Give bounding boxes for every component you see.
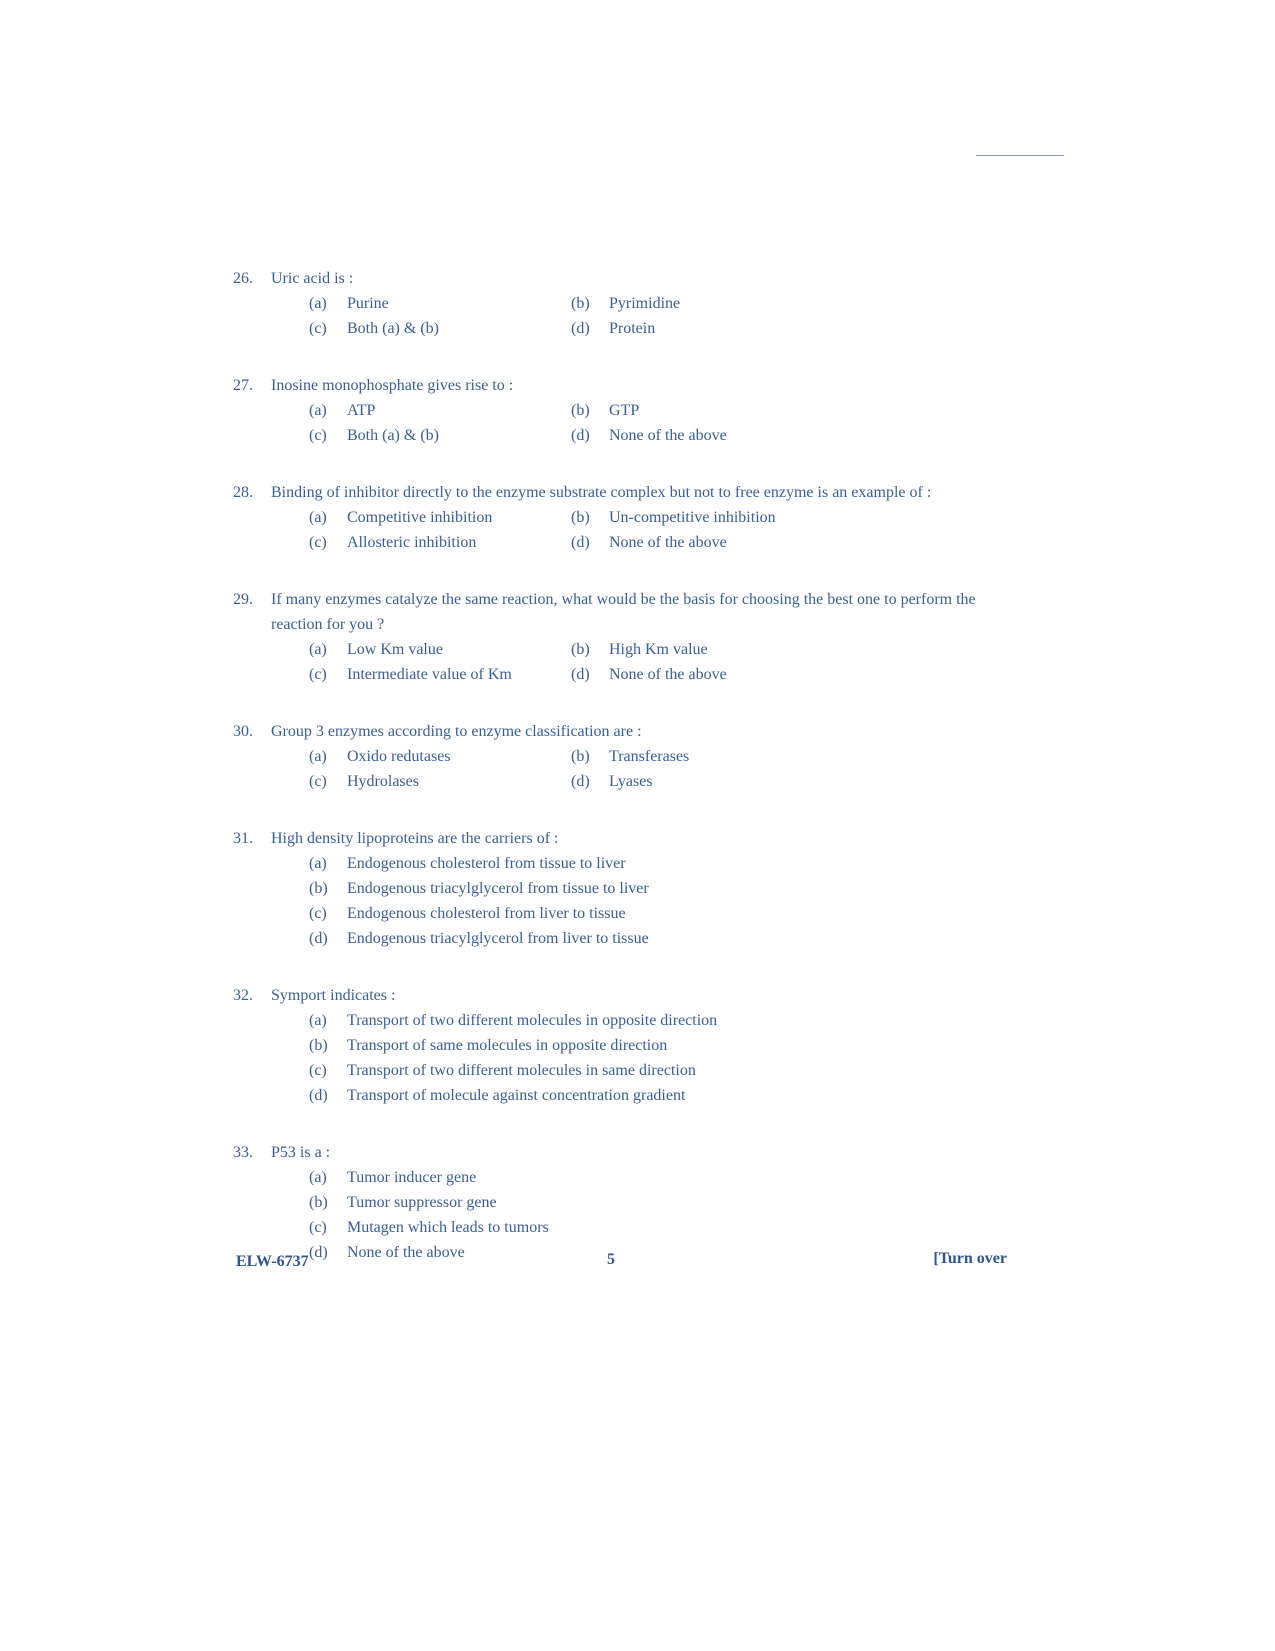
turn-over-note: [Turn over [933,1250,1007,1267]
option-label: (d) [309,1087,328,1104]
top-rule [976,155,1064,156]
option-b [571,744,971,769]
option-label: (a) [309,509,327,526]
option-label: (b) [571,402,590,419]
option-b [309,1190,1023,1215]
question-number: 32. [233,987,253,1004]
question-number: 30. [233,723,253,740]
option-a [309,637,571,662]
option-text: Transport of two different molecules in same direction [347,1062,696,1079]
option-text: Hydrolases [347,773,419,790]
option-c [309,530,571,555]
option-label: (a) [309,748,327,765]
option-label: (d) [571,666,590,683]
option-label: (a) [309,1169,327,1186]
question-stem [233,266,1023,291]
option-c [309,901,1023,926]
question-text: Inosine monophosphate gives rise to : [271,377,514,394]
question-text: Uric acid is : [271,270,354,287]
question-text: If many enzymes catalyze the same reaction, what would be the basis for choosing the best one to perform the reaction for you ? [271,591,976,633]
paper-code: ELW-6737 [236,1253,309,1270]
option-label: (b) [571,509,590,526]
question-31 [233,826,1023,951]
option-label: (d) [309,930,328,947]
question-number: 26. [233,270,253,287]
option-label: (c) [309,534,327,551]
option-label: (c) [309,773,327,790]
options [309,851,1023,951]
option-b [309,876,1023,901]
question-number: 28. [233,484,253,501]
option-a [309,744,571,769]
question-text: P53 is a : [271,1144,331,1161]
option-text: Both (a) & (b) [347,427,439,444]
option-text: Endogenous cholesterol from liver to tissue [347,905,626,922]
question-29 [233,587,1023,687]
option-c [309,769,571,794]
option-text: Purine [347,295,389,312]
option-text: Mutagen which leads to tumors [347,1219,549,1236]
question-list [233,266,1023,1297]
options [309,744,1023,794]
page-footer [233,1247,1007,1277]
question-stem [233,983,1023,1008]
option-text: Transport of molecule against concentration gradient [347,1087,686,1104]
option-text: Transport of same molecules in opposite direction [347,1037,668,1054]
option-text: Protein [609,320,656,337]
option-c [309,316,571,341]
question-number: 27. [233,377,253,394]
option-label: (c) [309,666,327,683]
question-28 [233,480,1023,555]
option-label: (a) [309,855,327,872]
question-text: Symport indicates : [271,987,396,1004]
question-number: 29. [233,591,253,608]
option-text: High Km value [609,641,708,658]
option-text: Tumor suppressor gene [347,1194,497,1211]
option-text: GTP [609,402,640,419]
option-label: (c) [309,1062,327,1079]
option-text: Allosteric inhibition [347,534,477,551]
page-number: 5 [607,1251,615,1268]
option-text: Low Km value [347,641,443,658]
option-text: Endogenous cholesterol from tissue to liver [347,855,626,872]
question-number: 31. [233,830,253,847]
option-text: Oxido redutases [347,748,451,765]
option-text: None of the above [347,1244,465,1261]
option-label: (d) [571,320,590,337]
question-32 [233,983,1023,1108]
option-text: Endogenous triacylglycerol from tissue to liver [347,880,649,897]
option-label: (d) [571,773,590,790]
option-label: (c) [309,427,327,444]
option-label: (a) [309,295,327,312]
option-b [571,291,971,316]
question-stem [233,373,1023,398]
option-d [309,1083,1023,1108]
option-d [571,769,971,794]
question-stem [233,826,1023,851]
option-text: Intermediate value of Km [347,666,512,683]
option-d [571,423,971,448]
question-stem [233,587,1023,637]
question-27 [233,373,1023,448]
options [309,291,1023,341]
option-c [309,662,571,687]
option-b [309,1033,1023,1058]
option-text: None of the above [609,534,727,551]
option-a [309,505,571,530]
option-text: Tumor inducer gene [347,1169,477,1186]
question-stem [233,480,1023,505]
option-label: (a) [309,402,327,419]
options [309,505,1023,555]
option-d [571,662,971,687]
question-stem [233,1140,1023,1165]
question-30 [233,719,1023,794]
option-d [309,926,1023,951]
option-d [571,530,971,555]
option-text: Transport of two different molecules in opposite direction [347,1012,718,1029]
options [309,398,1023,448]
option-label: (c) [309,905,327,922]
option-a [309,851,1023,876]
options [309,637,1023,687]
option-label: (c) [309,1219,327,1236]
question-text: High density lipoproteins are the carriers of : [271,830,559,847]
option-a [309,398,571,423]
question-26 [233,266,1023,341]
option-a [309,1008,1023,1033]
option-label: (d) [309,1244,328,1261]
option-text: None of the above [609,666,727,683]
option-d [571,316,971,341]
option-c [309,423,571,448]
option-text: Competitive inhibition [347,509,493,526]
option-label: (d) [571,427,590,444]
option-label: (a) [309,1012,327,1029]
question-number: 33. [233,1144,253,1161]
option-label: (b) [571,748,590,765]
option-label: (d) [571,534,590,551]
option-text: Transferases [609,748,690,765]
option-c [309,1058,1023,1083]
option-text: None of the above [609,427,727,444]
option-text: ATP [347,402,376,419]
option-b [571,398,971,423]
option-text: Both (a) & (b) [347,320,439,337]
option-text: Pyrimidine [609,295,681,312]
option-label: (b) [309,1037,328,1054]
option-text: Lyases [609,773,653,790]
option-label: (b) [571,295,590,312]
option-label: (b) [309,880,328,897]
option-text: Un-competitive inhibition [609,509,776,526]
question-text: Group 3 enzymes according to enzyme classification are : [271,723,642,740]
option-text: Endogenous triacylglycerol from liver to tissue [347,930,649,947]
option-label: (c) [309,320,327,337]
option-a [309,1165,1023,1190]
option-label: (a) [309,641,327,658]
option-label: (b) [309,1194,328,1211]
options [309,1008,1023,1108]
option-label: (b) [571,641,590,658]
option-b [571,637,971,662]
question-text: Binding of inhibitor directly to the enzyme substrate complex but not to free enzyme is an example of : [271,484,932,501]
question-stem [233,719,1023,744]
option-c [309,1215,1023,1240]
option-b [571,505,971,530]
option-a [309,291,571,316]
